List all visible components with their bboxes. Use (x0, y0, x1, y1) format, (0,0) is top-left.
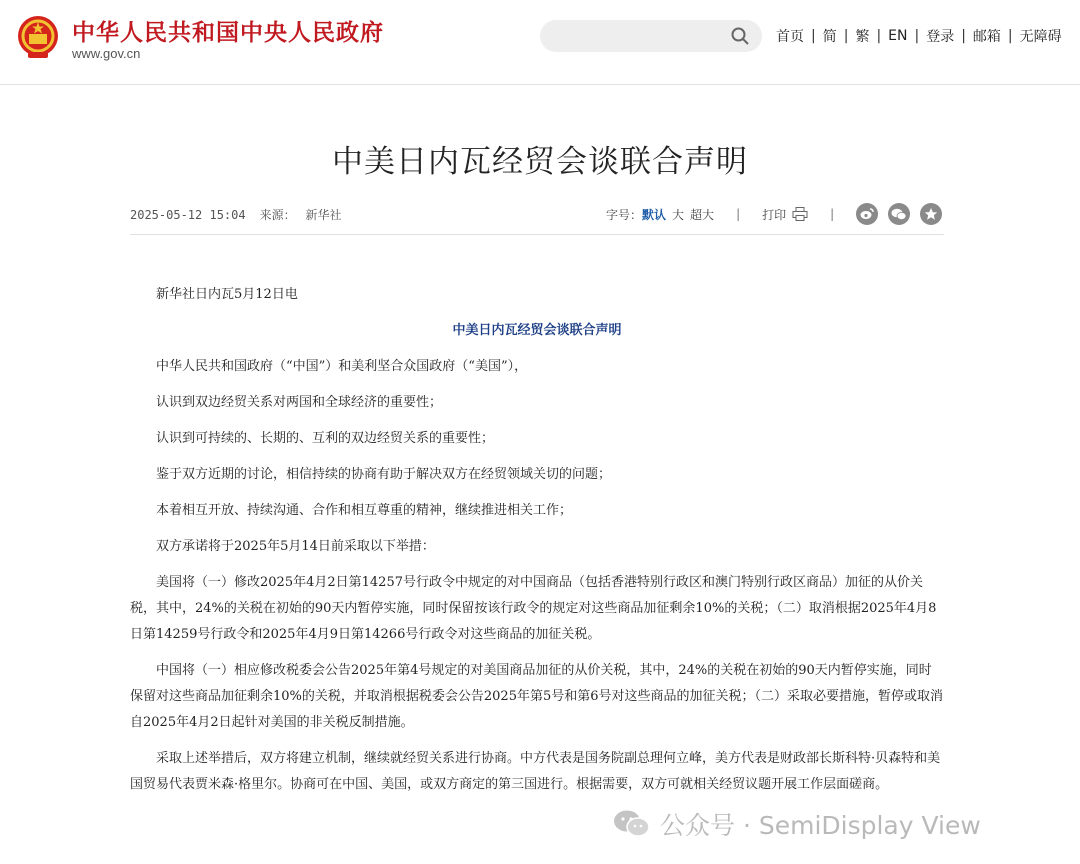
nav-simplified[interactable]: 简 (822, 29, 837, 45)
font-size-large[interactable]: 大 (672, 207, 685, 222)
nav-separator: | (914, 28, 920, 44)
meta-divider (130, 234, 944, 235)
wechat-icon[interactable] (888, 203, 910, 225)
tools-separator: | (830, 207, 835, 221)
nav-login[interactable]: 登录 (926, 29, 955, 45)
body-paragraph: 认识到可持续的、长期的、互利的双边经贸关系的重要性； (156, 431, 495, 446)
article-body (130, 282, 944, 798)
body-paragraph: 美国将（一）修改2025年4月2日第14257号行政令中规定的对中国商品（包括香港特别行政区和澳门特别行政区商品）加征的从价关税，其中，24%的关税在初始的90天内暂停实施，同时保留按该行政令的规定对这些商品加征剩余10%的关税；（二）取消根据2025年4月8日第14259号行政令和2025年4月9日第14266号行政令对这些商品的加征关税。 (130, 575, 937, 642)
body-paragraph: 中华人民共和国政府（“中国”）和美利坚合众国政府（“美国”）， (156, 359, 528, 374)
publish-datetime: 2025-05-12 15:04 (130, 207, 246, 222)
print-button[interactable] (762, 206, 808, 223)
body-paragraph: 认识到双边经贸关系对两国和全球经济的重要性； (156, 395, 443, 410)
font-size-xlarge[interactable]: 超大 (690, 207, 715, 222)
wechat-logo-icon (612, 808, 652, 840)
favorite-star-icon[interactable] (920, 203, 942, 225)
nav-mailbox[interactable]: 邮箱 (972, 29, 1001, 45)
font-size-label: 字号： (606, 207, 643, 222)
weibo-icon[interactable] (856, 203, 878, 225)
nav-traditional[interactable]: 繁 (855, 29, 870, 45)
font-size-default[interactable]: 默认 (642, 207, 667, 222)
site-url[interactable]: www.gov.cn (72, 46, 141, 61)
tools-separator: | (736, 207, 741, 221)
nav-home[interactable]: 首页 (776, 29, 804, 45)
national-emblem-icon[interactable] (16, 14, 60, 60)
body-paragraph: 中国将（一）相应修改税委会公告2025年第4号规定的对美国商品加征的从价关税，其中，24%的关税在初始的90天内暂停实施，同时保留对这些商品加征剩余10%的关税，并取消根据税委会公告2025年第5号和第6号对这些商品的加征关税；（二）采取必要措施，暂停或取消自2025年4月2日起针对美国的非关税反制措施。 (130, 663, 944, 730)
dateline: 新华社日内瓦5月12日电 (156, 287, 298, 302)
source-name: 新华社 (305, 208, 342, 222)
printer-icon (792, 207, 808, 221)
nav-separator: | (876, 28, 882, 44)
body-paragraph: 鉴于双方近期的讨论，相信持续的协商有助于解决双方在经贸领域关切的问题； (156, 467, 612, 482)
site-header (0, 0, 1080, 85)
article-tools (606, 201, 942, 227)
top-nav (776, 26, 1062, 46)
nav-separator: | (1007, 28, 1013, 44)
article-subhead: 中美日内瓦经贸会谈联合声明 (452, 323, 622, 338)
body-paragraph: 本着相互开放、持续沟通、合作和相互尊重的精神，继续推进相关工作； (156, 503, 573, 518)
watermark-text: 公众号 · SemiDisplay View (660, 811, 981, 840)
article-meta (130, 206, 341, 223)
nav-separator: | (961, 28, 966, 44)
body-paragraph: 采取上述举措后，双方将建立机制，继续就经贸关系进行协商。中方代表是国务院副总理何立峰，美方代表是财政部长斯科特·贝森特和美国贸易代表贾米森·格里尔。协商可在中国、美国，或双方商定的第三国进行。根据需要，双方可就相关经贸议题开展工作层面磋商。 (130, 751, 941, 792)
source-label: 来源： (259, 208, 296, 222)
source-info (260, 206, 342, 223)
print-label: 打印 (762, 207, 787, 222)
nav-separator: | (811, 28, 816, 44)
search-icon[interactable] (730, 26, 750, 46)
nav-accessibility[interactable]: 无障碍 (1019, 29, 1062, 45)
nav-english[interactable]: EN (888, 28, 908, 44)
site-title[interactable]: 中华人民共和国中央人民政府 (72, 20, 384, 46)
watermark (612, 806, 981, 842)
article-title: 中美日内瓦经贸会谈联合声明 (332, 144, 748, 180)
body-paragraph: 双方承诺将于2025年5月14日前采取以下举措： (156, 539, 435, 554)
nav-separator: | (843, 28, 849, 44)
search-input[interactable] (540, 20, 762, 52)
